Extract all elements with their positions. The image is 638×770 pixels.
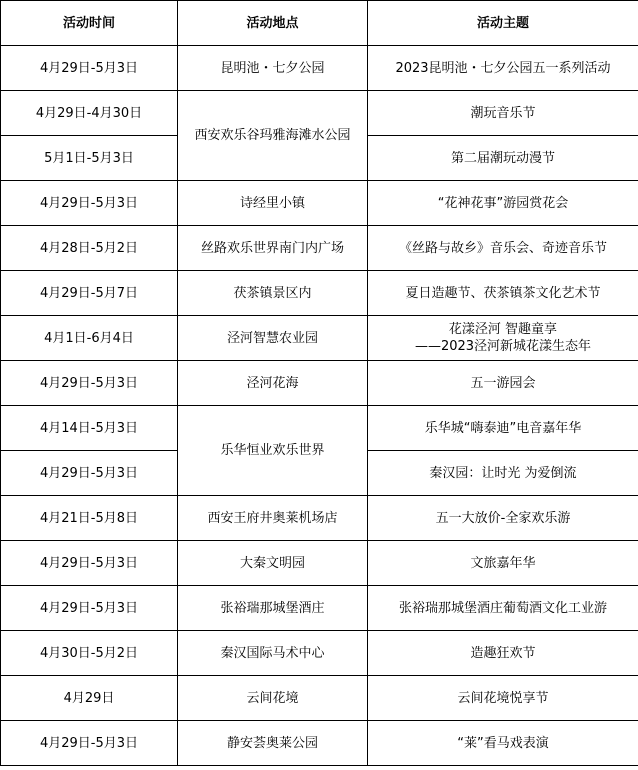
time-cell: 4月29日-4月30日	[1, 91, 178, 136]
place-cell: 昆明池・七夕公园	[178, 46, 368, 91]
table-row	[1, 676, 638, 721]
place-cell: 西安王府井奥莱机场店	[178, 496, 368, 541]
time-cell: 4月29日-5月3日	[1, 46, 178, 91]
place-cell: 西安欢乐谷玛雅海滩水公园	[178, 91, 368, 181]
place-cell: 泾河智慧农业园	[178, 316, 368, 361]
place-cell: 云间花境	[178, 676, 368, 721]
time-cell: 4月29日-5月7日	[1, 271, 178, 316]
place-cell: 诗经里小镇	[178, 181, 368, 226]
theme-cell: 潮玩音乐节	[368, 91, 638, 136]
table-row	[1, 541, 638, 586]
time-cell: 4月29日-5月3日	[1, 181, 178, 226]
theme-line-1: 花漾泾河 智趣童享	[448, 322, 558, 337]
theme-cell: 《丝路与故乡》音乐会、奇迹音乐节	[368, 226, 638, 271]
place-cell: 静安荟奥莱公园	[178, 721, 368, 766]
place-cell: 大秦文明园	[178, 541, 368, 586]
table-row	[1, 586, 638, 631]
header-theme: 活动主题	[368, 1, 638, 46]
table-row	[1, 181, 638, 226]
theme-cell: 2023昆明池・七夕公园五一系列活动	[368, 46, 638, 91]
header-place: 活动地点	[178, 1, 368, 46]
theme-cell: 夏日造趣节、茯茶镇茶文化艺术节	[368, 271, 638, 316]
theme-cell: “莱”看马戏表演	[368, 721, 638, 766]
place-cell: 秦汉国际马术中心	[178, 631, 368, 676]
table-row	[1, 91, 638, 136]
time-cell: 4月21日-5月8日	[1, 496, 178, 541]
table-row	[1, 721, 638, 766]
place-cell: 张裕瑞那城堡酒庄	[178, 586, 368, 631]
time-cell: 4月30日-5月2日	[1, 631, 178, 676]
time-cell: 4月28日-5月2日	[1, 226, 178, 271]
theme-cell: “花神花事”游园赏花会	[368, 181, 638, 226]
place-cell: 茯茶镇景区内	[178, 271, 368, 316]
time-cell: 4月29日-5月3日	[1, 586, 178, 631]
time-cell: 4月1日-6月4日	[1, 316, 178, 361]
theme-cell: 五一大放价-全家欢乐游	[368, 496, 638, 541]
time-cell: 4月29日	[1, 676, 178, 721]
table-row	[1, 631, 638, 676]
theme-cell	[368, 316, 638, 361]
table-row	[1, 406, 638, 451]
theme-cell: 文旅嘉年华	[368, 541, 638, 586]
place-cell: 乐华恒业欢乐世界	[178, 406, 368, 496]
table-row	[1, 496, 638, 541]
header-time: 活动时间	[1, 1, 178, 46]
theme-cell: 秦汉园：让时光 为爱倒流	[368, 451, 638, 496]
time-cell: 4月29日-5月3日	[1, 451, 178, 496]
theme-cell: 张裕瑞那城堡酒庄葡萄酒文化工业游	[368, 586, 638, 631]
header-row	[1, 1, 638, 46]
table-row	[1, 316, 638, 361]
time-cell: 4月29日-5月3日	[1, 541, 178, 586]
time-cell: 5月1日-5月3日	[1, 136, 178, 181]
theme-cell: 五一游园会	[368, 361, 638, 406]
place-cell: 丝路欢乐世界南门内广场	[178, 226, 368, 271]
table-row	[1, 226, 638, 271]
theme-cell: 造趣狂欢节	[368, 631, 638, 676]
theme-cell: 第二届潮玩动漫节	[368, 136, 638, 181]
table-row	[1, 271, 638, 316]
place-cell: 泾河花海	[178, 361, 368, 406]
time-cell: 4月29日-5月3日	[1, 361, 178, 406]
theme-cell: 乐华城“嗨泰迪”电音嘉年华	[368, 406, 638, 451]
theme-cell: 云间花境悦享节	[368, 676, 638, 721]
table-row	[1, 46, 638, 91]
time-cell: 4月29日-5月3日	[1, 721, 178, 766]
time-cell: 4月14日-5月3日	[1, 406, 178, 451]
theme-line-2: ——2023泾河新城花漾生态年	[414, 339, 592, 354]
table-row	[1, 361, 638, 406]
